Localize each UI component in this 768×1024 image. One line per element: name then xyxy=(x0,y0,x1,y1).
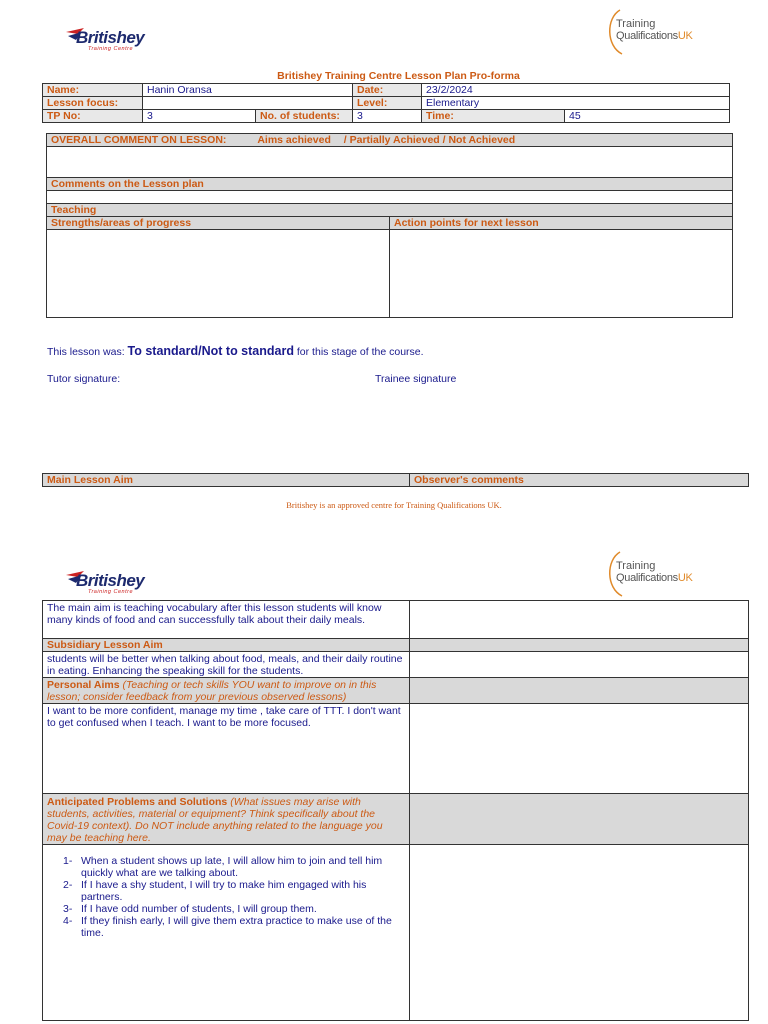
overall-comment-box[interactable] xyxy=(47,147,733,178)
strengths-box[interactable] xyxy=(47,230,390,318)
problem-item xyxy=(63,915,399,939)
action-points-box[interactable] xyxy=(390,230,733,318)
overall-comment-table xyxy=(46,133,733,318)
action-points-header: Action points for next lesson xyxy=(390,217,733,230)
approved-centre-note: Britishey is an approved centre for Training Qualifications UK. xyxy=(286,500,502,510)
time-label: Time: xyxy=(422,110,565,123)
standard-suffix: for this stage of the course. xyxy=(293,346,424,358)
lesson-header-table xyxy=(42,83,730,123)
trainee-signature-label: Trainee signature xyxy=(375,373,457,385)
problem-number: 3- xyxy=(63,903,73,915)
focus-value xyxy=(143,97,353,110)
tq-line1: Training xyxy=(616,560,656,572)
problems-list-cell xyxy=(43,845,410,1021)
problem-number: 4- xyxy=(63,915,73,927)
observer-comments-header: Observer's comments xyxy=(410,474,749,487)
date-label: Date: xyxy=(353,84,422,97)
problem-number: 1- xyxy=(63,855,73,867)
form-title: Britishey Training Centre Lesson Plan Pro-forma xyxy=(277,70,520,82)
date-value: 23/2/2024 xyxy=(422,84,730,97)
problems-label: Anticipated Problems and Solutions xyxy=(47,796,228,808)
strengths-header: Strengths/areas of progress xyxy=(47,217,390,230)
overall-comment-header xyxy=(47,134,733,147)
personal-observer-header xyxy=(410,678,749,704)
britishey-wordmark: Britishey xyxy=(76,571,145,590)
britishey-wordmark: Britishey xyxy=(76,28,145,47)
problems-observer-header xyxy=(410,794,749,845)
britishey-subtitle: Training Centre xyxy=(88,589,133,595)
problem-text: If they finish early, I will give them extra practice to make use of the time. xyxy=(81,915,392,939)
problem-number: 2- xyxy=(63,879,73,891)
personal-aims-label: Personal Aims xyxy=(47,679,120,691)
problems-header xyxy=(43,794,410,845)
subsidiary-aim-header: Subsidiary Lesson Aim xyxy=(43,639,410,652)
tutor-signature-label: Tutor signature: xyxy=(47,373,121,385)
main-aim-observer-box[interactable] xyxy=(410,601,749,639)
level-value: Elementary xyxy=(422,97,730,110)
standard-line xyxy=(47,344,424,358)
comments-plan-header: Comments on the Lesson plan xyxy=(47,178,733,191)
tq-line2: QualificationsUK xyxy=(616,30,693,42)
standard-prefix: This lesson was: xyxy=(47,346,128,358)
comments-plan-box[interactable] xyxy=(47,191,733,204)
focus-label: Lesson focus: xyxy=(43,97,143,110)
britishey-logo xyxy=(62,24,162,58)
subsidiary-observer-box[interactable] xyxy=(410,652,749,678)
personal-observer-box[interactable] xyxy=(410,704,749,794)
time-value: 45 xyxy=(565,110,730,123)
main-aim-header: Main Lesson Aim xyxy=(43,474,410,487)
problems-list xyxy=(47,855,405,939)
personal-aims-hint: (Teaching or tech skills YOU want to improve on in this lesson; consider feedback from your previous observed lessons) xyxy=(47,679,377,703)
problems-observer-box[interactable] xyxy=(410,845,749,1021)
subsidiary-aim-text: students will be better when talking about food, meals, and their daily routine in eating. Enhancing the speaking skill for the students. xyxy=(43,652,410,678)
subsidiary-observer-header xyxy=(410,639,749,652)
teaching-header: Teaching xyxy=(47,204,733,217)
main-aim-text: The main aim is teaching vocabulary after this lesson students will know many kinds of food and can successfully talk about their daily meals. xyxy=(43,601,410,639)
students-value: 3 xyxy=(353,110,422,123)
personal-aims-text: I want to be more confident, manage my time , take care of TTT. I don't want to get confused when I teach. I want to be more focused. xyxy=(43,704,410,794)
problems-hint: (What issues may arise with students, activities, material or equipment? Think specifically about the Covid-19 context). Do NOT include anything related to the language you may be teaching here. xyxy=(47,796,383,844)
problem-item xyxy=(63,903,399,915)
britishey-logo-page2 xyxy=(62,567,162,601)
aims-header-table xyxy=(42,473,749,487)
tq-line2: QualificationsUK xyxy=(616,572,693,584)
tp-value: 3 xyxy=(143,110,256,123)
problem-text: If I have a shy student, I will try to make him engaged with his partners. xyxy=(81,879,367,903)
name-value: Hanin Oransa xyxy=(143,84,353,97)
standard-options: To standard/Not to standard xyxy=(127,344,294,358)
problem-item xyxy=(63,879,399,903)
aims-achieved-label: Aims achieved xyxy=(257,134,331,146)
problem-text: When a student shows up late, I will allow him to join and tell him quickly what are we talking about. xyxy=(81,855,383,879)
britishey-subtitle: Training Centre xyxy=(88,46,133,52)
problem-item xyxy=(63,855,399,879)
personal-aims-header xyxy=(43,678,410,704)
students-label: No. of students: xyxy=(256,110,353,123)
lesson-aims-table xyxy=(42,600,749,1021)
tq-line1: Training xyxy=(616,18,656,30)
tp-label: TP No: xyxy=(43,110,143,123)
problem-text: If I have odd number of students, I will group them. xyxy=(81,903,317,915)
tq-uk-logo xyxy=(604,8,694,56)
name-label: Name: xyxy=(43,84,143,97)
level-label: Level: xyxy=(353,97,422,110)
tq-uk-logo-page2 xyxy=(604,550,694,598)
achievement-options: / Partially Achieved / Not Achieved xyxy=(343,134,516,146)
overall-comment-label: OVERALL COMMENT ON LESSON: xyxy=(51,134,227,146)
